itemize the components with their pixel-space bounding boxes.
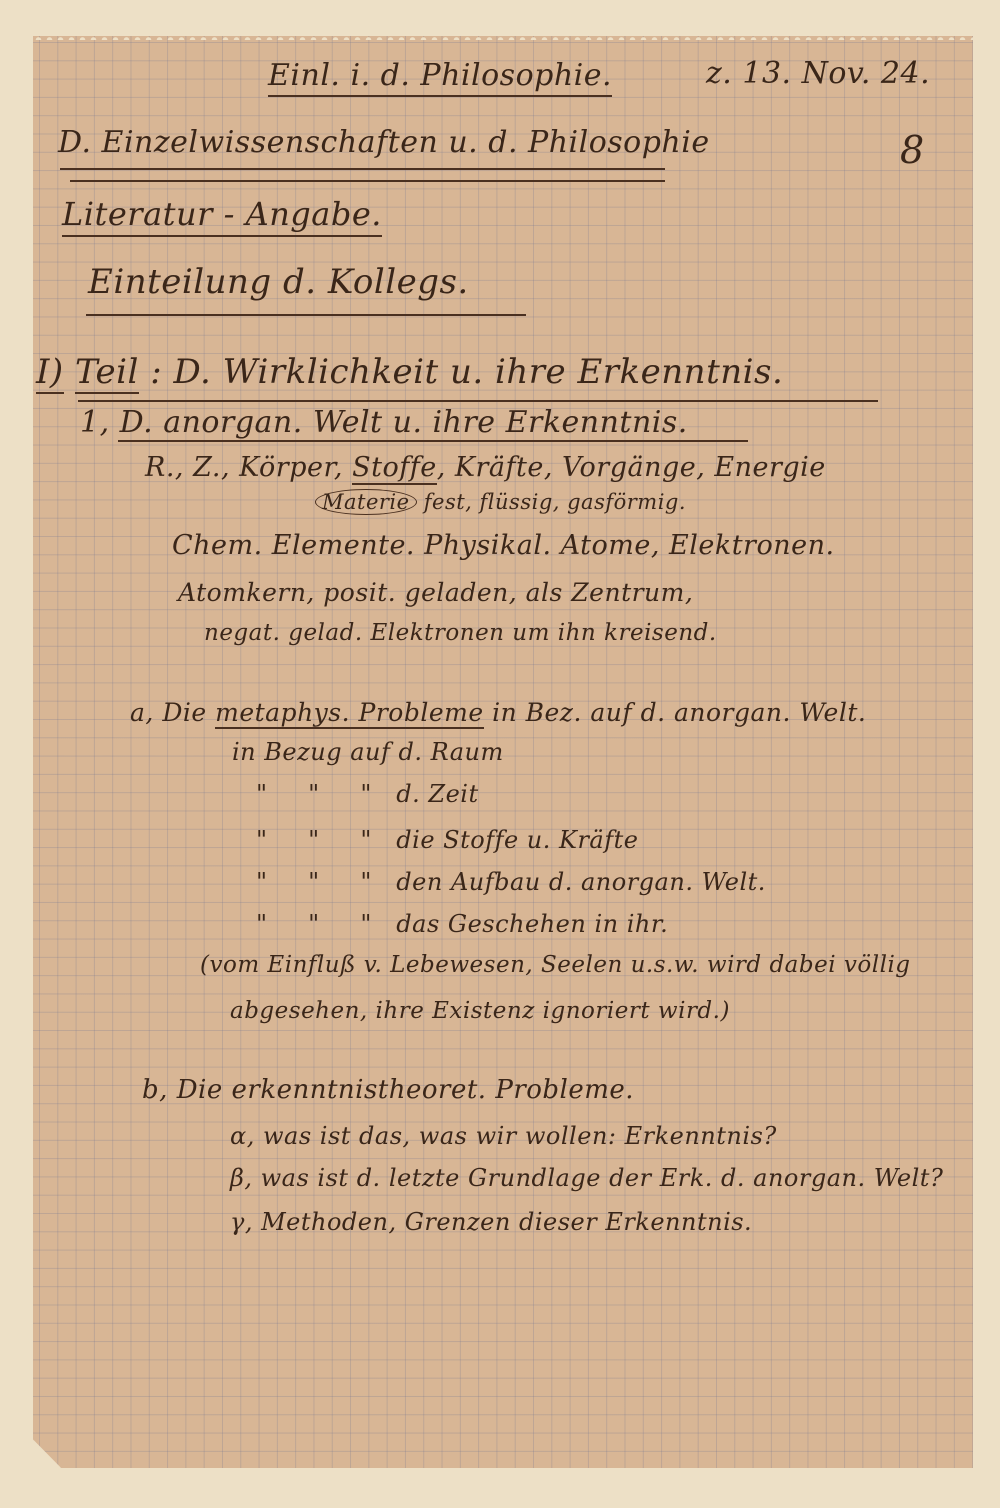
subsection-underlined: metaphys. Probleme	[215, 698, 484, 727]
list-item: α, was ist das, was wir wollen: Erkenntnis?	[230, 1122, 777, 1150]
note-text-stoffe: Stoffe	[352, 452, 437, 483]
perforated-edge	[33, 32, 973, 40]
heading-underline	[70, 180, 665, 182]
part-marker: I)	[36, 352, 64, 392]
section-1-heading	[80, 405, 688, 440]
part-underline	[78, 400, 878, 402]
subsection-text: in Bez. auf d. anorgan. Welt.	[492, 698, 867, 727]
heading-sciences-philosophy: D. Einzelwissenschaften u. d. Philosophie	[58, 125, 710, 160]
parenthetical-note: abgesehen, ihre Existenz ignoriert wird.)	[230, 998, 730, 1024]
note-line	[315, 490, 686, 514]
subsection-text: Die	[162, 698, 207, 727]
section-underline	[118, 440, 748, 442]
note-text: fest, flüssig, gasförmig.	[423, 490, 687, 514]
list-item: " " " d. Zeit	[256, 780, 479, 808]
subsection-marker: b,	[142, 1075, 168, 1105]
heading-underline	[86, 314, 526, 316]
heading-course-structure: Einteilung d. Kollegs.	[88, 262, 469, 302]
part-title: : D. Wirklichkeit u. ihre Erkenntnis.	[150, 352, 784, 392]
list-item: β, was ist d. letzte Grundlage der Erk. d. anorgan. Welt?	[230, 1164, 944, 1192]
note-text: R., Z., Körper,	[145, 452, 344, 483]
section-title: D. anorgan. Welt u. ihre Erkenntnis.	[119, 405, 688, 440]
note-line: Atomkern, posit. geladen, als Zentrum,	[178, 578, 694, 607]
lecture-title: Einl. i. d. Philosophie.	[268, 58, 612, 97]
subsection-text: Die erkenntnistheoret. Probleme.	[176, 1075, 635, 1105]
part-heading	[36, 352, 783, 392]
subsection-b-heading	[142, 1075, 634, 1105]
subsection-a-heading	[130, 698, 866, 727]
list-item: " " " das Geschehen in ihr.	[256, 910, 669, 938]
heading-literature: Literatur - Angabe.	[62, 195, 382, 237]
list-item: γ, Methoden, Grenzen dieser Erkenntnis.	[230, 1208, 753, 1236]
list-item: in Bezug auf d. Raum	[232, 738, 504, 766]
note-line	[145, 452, 826, 483]
page-number: 8	[900, 128, 925, 172]
parenthetical-note: (vom Einfluß v. Lebewesen, Seelen u.s.w. wird dabei völlig	[200, 952, 911, 978]
note-line: negat. gelad. Elektronen um ihn kreisend.	[204, 620, 717, 646]
note-text: , Kräfte, Vorgänge, Energie	[436, 452, 826, 483]
part-label: Teil	[75, 352, 139, 392]
subsection-marker: a,	[130, 698, 154, 727]
section-marker: 1,	[80, 405, 110, 440]
heading-underline	[60, 168, 665, 170]
circled-word: Materie	[315, 489, 417, 515]
list-item: " " " die Stoffe u. Kräfte	[256, 826, 639, 854]
note-line: Chem. Elemente. Physikal. Atome, Elektronen.	[172, 530, 835, 561]
lecture-date: z. 13. Nov. 24.	[706, 56, 931, 91]
list-item: " " " den Aufbau d. anorgan. Welt.	[256, 868, 766, 896]
